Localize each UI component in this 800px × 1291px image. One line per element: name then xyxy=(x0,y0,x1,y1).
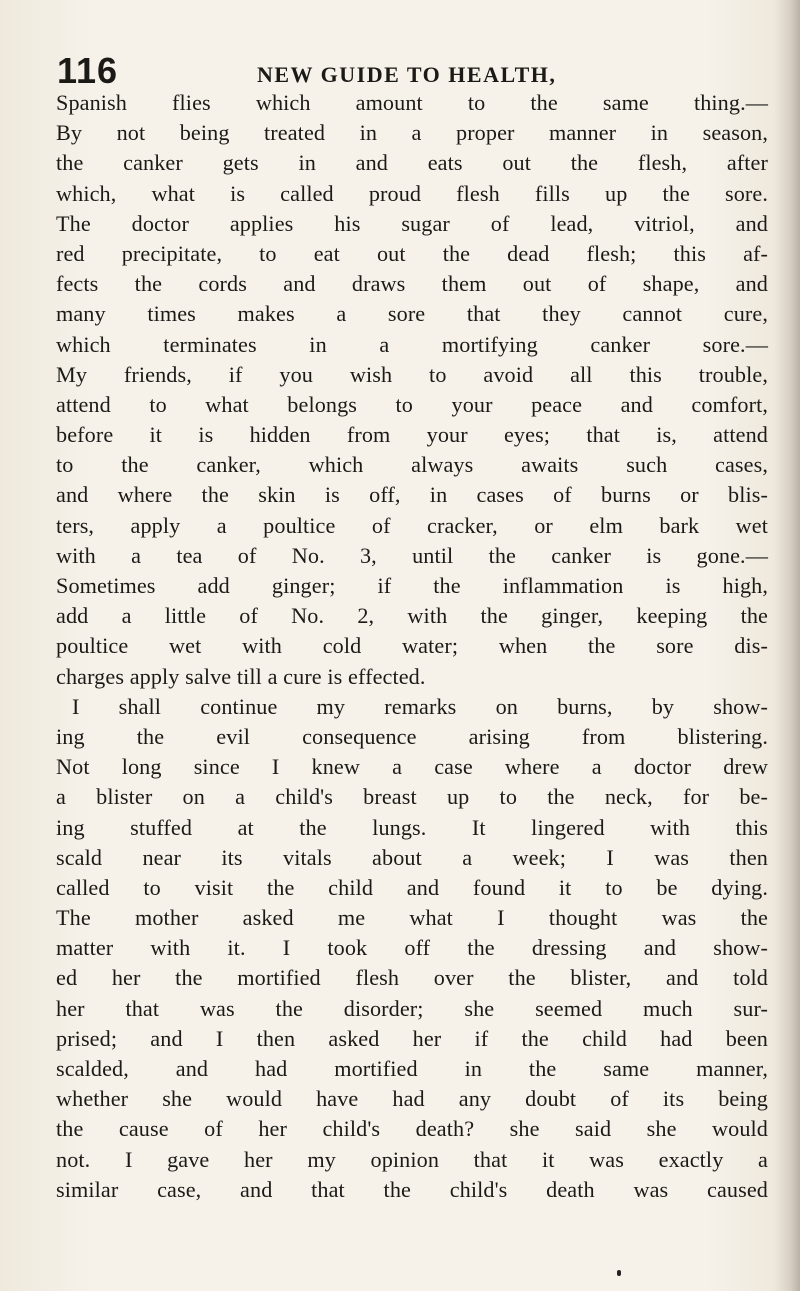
body-text xyxy=(56,88,768,1205)
text-line: Not long since I knew a case where a doctor drew xyxy=(56,754,768,780)
text-line: add a little of No. 2, with the ginger, keeping the xyxy=(56,603,768,629)
text-line: whether she would have had any doubt of its being xyxy=(56,1086,768,1112)
text-line: called to visit the child and found it to be dying. xyxy=(56,874,768,900)
text-line: which, what is called proud flesh fills up the sore. xyxy=(56,180,768,206)
text-line: before it is hidden from your eyes; that is, attend xyxy=(56,422,768,448)
text-line: which terminates in a mortifying canker sore.— xyxy=(56,331,768,357)
text-line: the canker gets in and eats out the flesh, after xyxy=(56,150,768,176)
text-line: ters, apply a poultice of cracker, or elm bark wet xyxy=(56,512,768,538)
text-line: similar case, and that the child's death was caused xyxy=(56,1176,768,1202)
text-line: The mother asked me what I thought was the xyxy=(56,905,768,931)
text-line: to the canker, which always awaits such cases, xyxy=(56,452,768,478)
text-line: charges apply salve till a cure is effected. xyxy=(56,663,426,689)
text-line: and where the skin is off, in cases of burns or blis- xyxy=(56,482,768,508)
text-line: The doctor applies his sugar of lead, vitriol, and xyxy=(56,210,768,236)
text-line: red precipitate, to eat out the dead flesh; this af- xyxy=(56,240,768,266)
text-line: I shall continue my remarks on burns, by show- xyxy=(72,693,768,719)
text-line: her that was the disorder; she seemed much sur- xyxy=(56,995,768,1021)
text-line: ing stuffed at the lungs. It lingered with this xyxy=(56,814,768,840)
text-line: matter with it. I took off the dressing and show- xyxy=(56,935,768,961)
text-line: Spanish flies which amount to the same thing.— xyxy=(56,90,768,115)
text-line: My friends, if you wish to avoid all this trouble, xyxy=(56,361,768,387)
text-line: scald near its vitals about a week; I was then xyxy=(56,844,768,870)
text-line: ed her the mortified flesh over the blister, and told xyxy=(56,965,768,991)
ink-speck xyxy=(617,1270,621,1276)
page-number: 116 xyxy=(57,50,119,91)
text-line: prised; and I then asked her if the child had been xyxy=(56,1025,768,1051)
text-line: By not being treated in a proper manner in season, xyxy=(56,120,768,146)
text-line: the cause of her child's death? she said she would xyxy=(56,1116,768,1142)
text-line: many times makes a sore that they cannot cure, xyxy=(56,301,768,327)
text-line: poultice wet with cold water; when the sore dis- xyxy=(56,633,768,659)
text-line: fects the cords and draws them out of shape, and xyxy=(56,271,768,297)
text-line: Sometimes add ginger; if the inflammation is high, xyxy=(56,573,768,598)
running-head: NEW GUIDE TO HEALTH, xyxy=(257,62,557,87)
page-edge-shadow xyxy=(774,0,800,1291)
text-line: a blister on a child's breast up to the neck, for be- xyxy=(56,784,768,810)
text-line: scalded, and had mortified in the same manner, xyxy=(56,1056,768,1081)
text-line: not. I gave her my opinion that it was exactly a xyxy=(56,1146,768,1172)
text-line: attend to what belongs to your peace and comfort, xyxy=(56,391,768,417)
text-line: ing the evil consequence arising from blistering. xyxy=(56,723,768,749)
text-line: with a tea of No. 3, until the canker is gone.— xyxy=(56,542,768,568)
